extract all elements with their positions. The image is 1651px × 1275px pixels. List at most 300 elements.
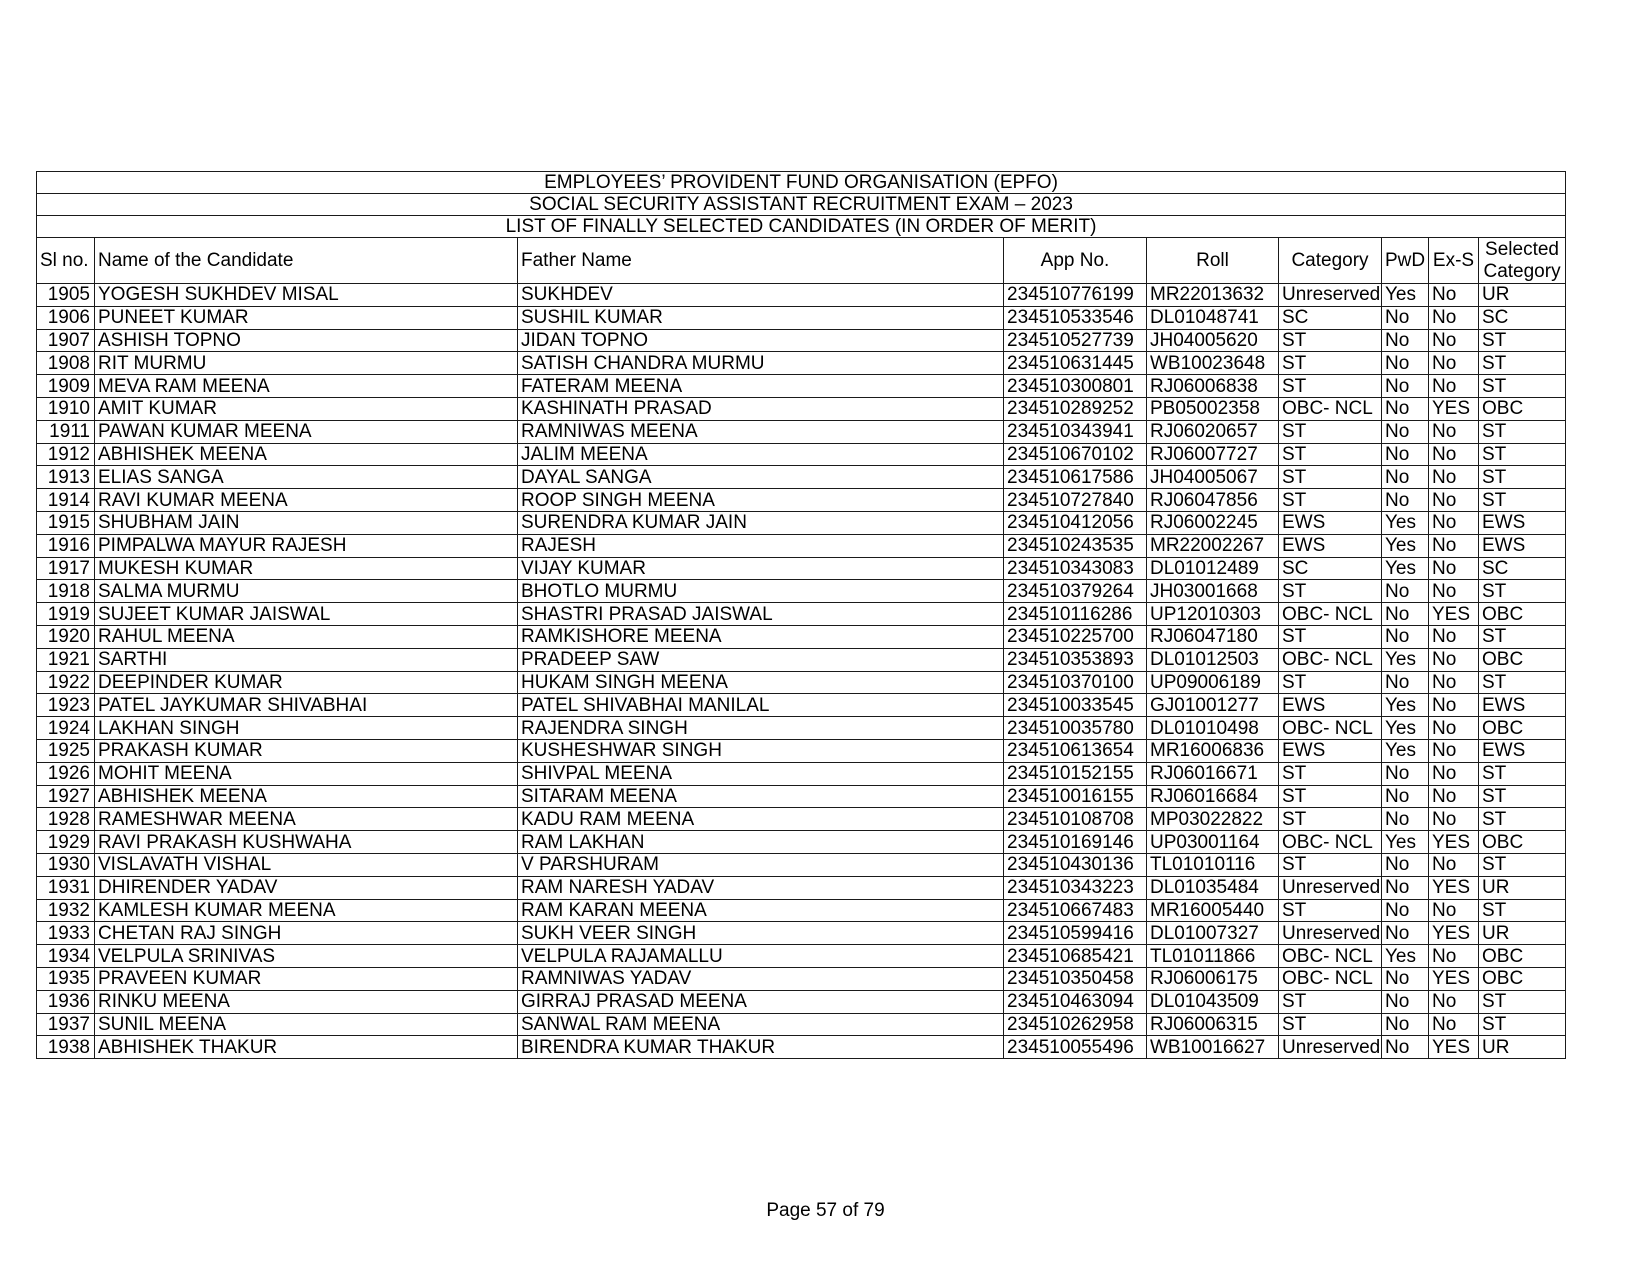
col-ex-s: Ex-S — [1429, 238, 1479, 284]
cell-ex-s: No — [1429, 557, 1479, 580]
cell-candidate-name: ASHISH TOPNO — [95, 329, 518, 352]
cell-candidate-name: VISLAVATH VISHAL — [95, 853, 518, 876]
cell-category: ST — [1279, 625, 1382, 648]
cell-sl-no: 1935 — [37, 967, 95, 990]
cell-app-no: 234510463094 — [1004, 990, 1147, 1013]
cell-candidate-name: PATEL JAYKUMAR SHIVABHAI — [95, 694, 518, 717]
cell-father-name: RAM NARESH YADAV — [518, 876, 1004, 899]
page-number: Page 57 of 79 — [766, 1200, 885, 1221]
cell-category: ST — [1279, 1013, 1382, 1036]
cell-sl-no: 1910 — [37, 397, 95, 420]
cell-pwd: No — [1382, 922, 1429, 945]
cell-roll: DL01007327 — [1147, 922, 1279, 945]
cell-category: ST — [1279, 375, 1382, 398]
cell-candidate-name: SALMA MURMU — [95, 580, 518, 603]
cell-ex-s: No — [1429, 694, 1479, 717]
table-row — [37, 739, 1566, 762]
cell-app-no: 234510353893 — [1004, 648, 1147, 671]
cell-sl-no: 1907 — [37, 329, 95, 352]
cell-father-name: FATERAM MEENA — [518, 375, 1004, 398]
cell-pwd: No — [1382, 808, 1429, 831]
cell-sl-no: 1920 — [37, 625, 95, 648]
cell-father-name: SUSHIL KUMAR — [518, 306, 1004, 329]
cell-father-name: SITARAM MEENA — [518, 785, 1004, 808]
col-app-no: App No. — [1004, 238, 1147, 284]
cell-roll: RJ06016671 — [1147, 762, 1279, 785]
cell-category: Unreserved — [1279, 922, 1382, 945]
cell-category: ST — [1279, 762, 1382, 785]
cell-candidate-name: MEVA RAM MEENA — [95, 375, 518, 398]
cell-ex-s: No — [1429, 853, 1479, 876]
cell-father-name: GIRRAJ PRASAD MEENA — [518, 990, 1004, 1013]
cell-sl-no: 1905 — [37, 284, 95, 307]
cell-roll: DL01010498 — [1147, 717, 1279, 740]
cell-sl-no: 1923 — [37, 694, 95, 717]
cell-app-no: 234510033545 — [1004, 694, 1147, 717]
cell-father-name: SANWAL RAM MEENA — [518, 1013, 1004, 1036]
cell-sl-no: 1932 — [37, 899, 95, 922]
table-row — [37, 1036, 1566, 1059]
cell-sl-no: 1937 — [37, 1013, 95, 1036]
cell-candidate-name: ABHISHEK MEENA — [95, 785, 518, 808]
cell-father-name: RAM LAKHAN — [518, 831, 1004, 854]
cell-category: ST — [1279, 420, 1382, 443]
cell-category: ST — [1279, 352, 1382, 375]
table-row — [37, 853, 1566, 876]
table-row — [37, 466, 1566, 489]
cell-sl-no: 1919 — [37, 603, 95, 626]
cell-sl-no: 1933 — [37, 922, 95, 945]
cell-category: ST — [1279, 329, 1382, 352]
cell-candidate-name: ABHISHEK MEENA — [95, 443, 518, 466]
cell-ex-s: YES — [1429, 1036, 1479, 1059]
column-header-row — [37, 238, 1566, 284]
cell-pwd: No — [1382, 580, 1429, 603]
cell-selected-category: ST — [1479, 625, 1566, 648]
col-pwd: PwD — [1382, 238, 1429, 284]
cell-category: OBC- NCL — [1279, 945, 1382, 968]
cell-selected-category: ST — [1479, 808, 1566, 831]
cell-candidate-name: RAVI KUMAR MEENA — [95, 489, 518, 512]
cell-app-no: 234510670102 — [1004, 443, 1147, 466]
cell-roll: MR16006836 — [1147, 739, 1279, 762]
cell-selected-category: ST — [1479, 329, 1566, 352]
cell-candidate-name: RAMESHWAR MEENA — [95, 808, 518, 831]
cell-ex-s: No — [1429, 375, 1479, 398]
cell-selected-category: OBC — [1479, 397, 1566, 420]
cell-father-name: HUKAM SINGH MEENA — [518, 671, 1004, 694]
cell-ex-s: YES — [1429, 831, 1479, 854]
cell-sl-no: 1927 — [37, 785, 95, 808]
cell-ex-s: No — [1429, 945, 1479, 968]
cell-father-name: RAMNIWAS YADAV — [518, 967, 1004, 990]
cell-category: EWS — [1279, 694, 1382, 717]
cell-category: Unreserved — [1279, 1036, 1382, 1059]
cell-ex-s: No — [1429, 306, 1479, 329]
cell-ex-s: No — [1429, 899, 1479, 922]
table-row — [37, 922, 1566, 945]
cell-roll: TL01010116 — [1147, 853, 1279, 876]
cell-category: ST — [1279, 808, 1382, 831]
cell-selected-category: SC — [1479, 557, 1566, 580]
cell-selected-category: ST — [1479, 443, 1566, 466]
table-row — [37, 580, 1566, 603]
cell-ex-s: YES — [1429, 922, 1479, 945]
cell-candidate-name: DHIRENDER YADAV — [95, 876, 518, 899]
cell-candidate-name: SARTHI — [95, 648, 518, 671]
cell-candidate-name: YOGESH SUKHDEV MISAL — [95, 284, 518, 307]
table-row — [37, 831, 1566, 854]
cell-candidate-name: PAWAN KUMAR MEENA — [95, 420, 518, 443]
table-row — [37, 557, 1566, 580]
cell-pwd: No — [1382, 420, 1429, 443]
cell-app-no: 234510262958 — [1004, 1013, 1147, 1036]
cell-pwd: Yes — [1382, 557, 1429, 580]
cell-roll: RJ06006838 — [1147, 375, 1279, 398]
cell-app-no: 234510776199 — [1004, 284, 1147, 307]
cell-ex-s: No — [1429, 534, 1479, 557]
cell-roll: WB10023648 — [1147, 352, 1279, 375]
cell-pwd: No — [1382, 443, 1429, 466]
cell-roll: RJ06007727 — [1147, 443, 1279, 466]
cell-ex-s: YES — [1429, 603, 1479, 626]
cell-roll: RJ06047180 — [1147, 625, 1279, 648]
cell-category: OBC- NCL — [1279, 831, 1382, 854]
table-row — [37, 671, 1566, 694]
cell-pwd: No — [1382, 967, 1429, 990]
cell-roll: DL01012503 — [1147, 648, 1279, 671]
cell-app-no: 234510370100 — [1004, 671, 1147, 694]
col-selected-line2: Category — [1483, 260, 1561, 282]
cell-pwd: No — [1382, 352, 1429, 375]
cell-app-no: 234510116286 — [1004, 603, 1147, 626]
cell-father-name: KADU RAM MEENA — [518, 808, 1004, 831]
cell-roll: DL01048741 — [1147, 306, 1279, 329]
table-row — [37, 603, 1566, 626]
cell-candidate-name: LAKHAN SINGH — [95, 717, 518, 740]
cell-candidate-name: KAMLESH KUMAR MEENA — [95, 899, 518, 922]
cell-category: OBC- NCL — [1279, 717, 1382, 740]
cell-father-name: RAMNIWAS MEENA — [518, 420, 1004, 443]
cell-app-no: 234510300801 — [1004, 375, 1147, 398]
cell-selected-category: ST — [1479, 899, 1566, 922]
cell-app-no: 234510243535 — [1004, 534, 1147, 557]
cell-ex-s: No — [1429, 717, 1479, 740]
col-category: Category — [1279, 238, 1382, 284]
cell-sl-no: 1924 — [37, 717, 95, 740]
cell-candidate-name: ABHISHEK THAKUR — [95, 1036, 518, 1059]
cell-ex-s: No — [1429, 625, 1479, 648]
cell-roll: PB05002358 — [1147, 397, 1279, 420]
cell-selected-category: EWS — [1479, 694, 1566, 717]
cell-app-no: 234510152155 — [1004, 762, 1147, 785]
cell-sl-no: 1915 — [37, 511, 95, 534]
cell-sl-no: 1913 — [37, 466, 95, 489]
cell-category: ST — [1279, 443, 1382, 466]
cell-sl-no: 1921 — [37, 648, 95, 671]
table-row — [37, 306, 1566, 329]
cell-pwd: No — [1382, 397, 1429, 420]
cell-ex-s: No — [1429, 443, 1479, 466]
cell-father-name: SUKH VEER SINGH — [518, 922, 1004, 945]
table-row — [37, 808, 1566, 831]
cell-app-no: 234510343941 — [1004, 420, 1147, 443]
table-row — [37, 511, 1566, 534]
cell-category: EWS — [1279, 534, 1382, 557]
cell-roll: MP03022822 — [1147, 808, 1279, 831]
cell-candidate-name: MUKESH KUMAR — [95, 557, 518, 580]
cell-category: OBC- NCL — [1279, 648, 1382, 671]
cell-roll: UP09006189 — [1147, 671, 1279, 694]
cell-selected-category: SC — [1479, 306, 1566, 329]
cell-roll: DL01012489 — [1147, 557, 1279, 580]
cell-roll: MR16005440 — [1147, 899, 1279, 922]
cell-ex-s: No — [1429, 352, 1479, 375]
cell-selected-category: ST — [1479, 420, 1566, 443]
col-sl-no: Sl no. — [37, 238, 95, 284]
cell-father-name: RAMKISHORE MEENA — [518, 625, 1004, 648]
cell-selected-category: ST — [1479, 1013, 1566, 1036]
table-row — [37, 785, 1566, 808]
cell-selected-category: EWS — [1479, 739, 1566, 762]
cell-ex-s: No — [1429, 466, 1479, 489]
cell-ex-s: No — [1429, 762, 1479, 785]
cell-app-no: 234510225700 — [1004, 625, 1147, 648]
cell-father-name: SURENDRA KUMAR JAIN — [518, 511, 1004, 534]
cell-father-name: RAM KARAN MEENA — [518, 899, 1004, 922]
cell-ex-s: No — [1429, 739, 1479, 762]
cell-app-no: 234510343083 — [1004, 557, 1147, 580]
cell-roll: DL01035484 — [1147, 876, 1279, 899]
cell-pwd: No — [1382, 466, 1429, 489]
cell-sl-no: 1911 — [37, 420, 95, 443]
table-row — [37, 990, 1566, 1013]
cell-app-no: 234510685421 — [1004, 945, 1147, 968]
table-row — [37, 1013, 1566, 1036]
cell-selected-category: UR — [1479, 284, 1566, 307]
cell-selected-category: OBC — [1479, 945, 1566, 968]
cell-ex-s: No — [1429, 329, 1479, 352]
cell-pwd: Yes — [1382, 284, 1429, 307]
cell-father-name: SHASTRI PRASAD JAISWAL — [518, 603, 1004, 626]
cell-sl-no: 1917 — [37, 557, 95, 580]
col-candidate-name: Name of the Candidate — [95, 238, 518, 284]
cell-app-no: 234510343223 — [1004, 876, 1147, 899]
cell-category: SC — [1279, 306, 1382, 329]
cell-sl-no: 1916 — [37, 534, 95, 557]
cell-pwd: No — [1382, 306, 1429, 329]
cell-selected-category: ST — [1479, 352, 1566, 375]
cell-roll: UP12010303 — [1147, 603, 1279, 626]
cell-ex-s: No — [1429, 785, 1479, 808]
cell-father-name: RAJENDRA SINGH — [518, 717, 1004, 740]
cell-roll: RJ06006315 — [1147, 1013, 1279, 1036]
cell-pwd: No — [1382, 329, 1429, 352]
cell-roll: RJ06020657 — [1147, 420, 1279, 443]
cell-selected-category: OBC — [1479, 648, 1566, 671]
table-row — [37, 876, 1566, 899]
cell-candidate-name: SHUBHAM JAIN — [95, 511, 518, 534]
cell-category: OBC- NCL — [1279, 603, 1382, 626]
cell-roll: GJ01001277 — [1147, 694, 1279, 717]
cell-roll: RJ06002245 — [1147, 511, 1279, 534]
cell-ex-s: No — [1429, 284, 1479, 307]
cell-selected-category: OBC — [1479, 831, 1566, 854]
cell-ex-s: No — [1429, 671, 1479, 694]
cell-category: SC — [1279, 557, 1382, 580]
cell-father-name: ROOP SINGH MEENA — [518, 489, 1004, 512]
cell-pwd: Yes — [1382, 717, 1429, 740]
cell-pwd: No — [1382, 853, 1429, 876]
cell-father-name: KASHINATH PRASAD — [518, 397, 1004, 420]
cell-sl-no: 1909 — [37, 375, 95, 398]
cell-sl-no: 1926 — [37, 762, 95, 785]
cell-app-no: 234510430136 — [1004, 853, 1147, 876]
cell-pwd: Yes — [1382, 511, 1429, 534]
cell-roll: RJ06016684 — [1147, 785, 1279, 808]
cell-father-name: BIRENDRA KUMAR THAKUR — [518, 1036, 1004, 1059]
table-row — [37, 945, 1566, 968]
cell-category: ST — [1279, 489, 1382, 512]
cell-selected-category: ST — [1479, 785, 1566, 808]
cell-app-no: 234510599416 — [1004, 922, 1147, 945]
cell-father-name: JALIM MEENA — [518, 443, 1004, 466]
cell-category: OBC- NCL — [1279, 967, 1382, 990]
cell-category: Unreserved — [1279, 284, 1382, 307]
cell-ex-s: YES — [1429, 397, 1479, 420]
cell-father-name: VIJAY KUMAR — [518, 557, 1004, 580]
table-row — [37, 420, 1566, 443]
cell-sl-no: 1938 — [37, 1036, 95, 1059]
selection-list-sheet — [36, 171, 1565, 1059]
cell-pwd: No — [1382, 785, 1429, 808]
cell-father-name: RAJESH — [518, 534, 1004, 557]
cell-father-name: SHIVPAL MEENA — [518, 762, 1004, 785]
cell-candidate-name: SUJEET KUMAR JAISWAL — [95, 603, 518, 626]
cell-pwd: Yes — [1382, 694, 1429, 717]
cell-selected-category: UR — [1479, 922, 1566, 945]
cell-selected-category: ST — [1479, 375, 1566, 398]
table-row — [37, 717, 1566, 740]
col-father-name: Father Name — [518, 238, 1004, 284]
cell-candidate-name: RIT MURMU — [95, 352, 518, 375]
cell-sl-no: 1931 — [37, 876, 95, 899]
cell-category: EWS — [1279, 511, 1382, 534]
table-row — [37, 489, 1566, 512]
cell-selected-category: UR — [1479, 876, 1566, 899]
cell-sl-no: 1922 — [37, 671, 95, 694]
cell-pwd: Yes — [1382, 534, 1429, 557]
cell-candidate-name: PRAKASH KUMAR — [95, 739, 518, 762]
cell-app-no: 234510617586 — [1004, 466, 1147, 489]
cell-roll: UP03001164 — [1147, 831, 1279, 854]
cell-pwd: No — [1382, 762, 1429, 785]
cell-ex-s: No — [1429, 511, 1479, 534]
cell-app-no: 234510169146 — [1004, 831, 1147, 854]
cell-selected-category: OBC — [1479, 717, 1566, 740]
cell-selected-category: ST — [1479, 466, 1566, 489]
cell-app-no: 234510289252 — [1004, 397, 1147, 420]
cell-candidate-name: CHETAN RAJ SINGH — [95, 922, 518, 945]
cell-category: ST — [1279, 671, 1382, 694]
cell-category: ST — [1279, 466, 1382, 489]
cell-roll: WB10016627 — [1147, 1036, 1279, 1059]
cell-candidate-name: PRAVEEN KUMAR — [95, 967, 518, 990]
cell-sl-no: 1929 — [37, 831, 95, 854]
cell-father-name: VELPULA RAJAMALLU — [518, 945, 1004, 968]
cell-category: ST — [1279, 785, 1382, 808]
cell-sl-no: 1936 — [37, 990, 95, 1013]
cell-category: Unreserved — [1279, 876, 1382, 899]
table-row — [37, 694, 1566, 717]
cell-roll: JH04005067 — [1147, 466, 1279, 489]
cell-pwd: No — [1382, 603, 1429, 626]
cell-selected-category: EWS — [1479, 511, 1566, 534]
table-row — [37, 397, 1566, 420]
cell-pwd: No — [1382, 899, 1429, 922]
cell-ex-s: YES — [1429, 876, 1479, 899]
cell-pwd: No — [1382, 625, 1429, 648]
cell-roll: RJ06006175 — [1147, 967, 1279, 990]
cell-roll: MR22013632 — [1147, 284, 1279, 307]
cell-pwd: No — [1382, 375, 1429, 398]
cell-sl-no: 1925 — [37, 739, 95, 762]
cell-father-name: BHOTLO MURMU — [518, 580, 1004, 603]
cell-roll: DL01043509 — [1147, 990, 1279, 1013]
cell-father-name: SUKHDEV — [518, 284, 1004, 307]
cell-category: ST — [1279, 853, 1382, 876]
table-row — [37, 443, 1566, 466]
cell-father-name: PRADEEP SAW — [518, 648, 1004, 671]
cell-pwd: No — [1382, 990, 1429, 1013]
table-row — [37, 967, 1566, 990]
cell-ex-s: YES — [1429, 967, 1479, 990]
cell-pwd: Yes — [1382, 945, 1429, 968]
cell-candidate-name: ELIAS SANGA — [95, 466, 518, 489]
cell-father-name: SATISH CHANDRA MURMU — [518, 352, 1004, 375]
cell-app-no: 234510527739 — [1004, 329, 1147, 352]
cell-candidate-name: MOHIT MEENA — [95, 762, 518, 785]
cell-sl-no: 1928 — [37, 808, 95, 831]
cell-app-no: 234510055496 — [1004, 1036, 1147, 1059]
cell-candidate-name: PUNEET KUMAR — [95, 306, 518, 329]
cell-sl-no: 1912 — [37, 443, 95, 466]
cell-father-name: PATEL SHIVABHAI MANILAL — [518, 694, 1004, 717]
cell-category: ST — [1279, 580, 1382, 603]
cell-selected-category: ST — [1479, 671, 1566, 694]
cell-pwd: No — [1382, 671, 1429, 694]
cell-selected-category: ST — [1479, 580, 1566, 603]
cell-candidate-name: PIMPALWA MAYUR RAJESH — [95, 534, 518, 557]
col-roll: Roll — [1147, 238, 1279, 284]
cell-category: ST — [1279, 899, 1382, 922]
col-selected-category — [1479, 238, 1566, 284]
cell-sl-no: 1908 — [37, 352, 95, 375]
cell-roll: RJ06047856 — [1147, 489, 1279, 512]
cell-sl-no: 1934 — [37, 945, 95, 968]
table-row — [37, 284, 1566, 307]
cell-father-name: KUSHESHWAR SINGH — [518, 739, 1004, 762]
cell-candidate-name: SUNIL MEENA — [95, 1013, 518, 1036]
exam-title: SOCIAL SECURITY ASSISTANT RECRUITMENT EXAM – 2023 — [37, 194, 1566, 216]
cell-ex-s: No — [1429, 420, 1479, 443]
cell-pwd: Yes — [1382, 739, 1429, 762]
cell-candidate-name: DEEPINDER KUMAR — [95, 671, 518, 694]
table-row — [37, 762, 1566, 785]
cell-app-no: 234510631445 — [1004, 352, 1147, 375]
table-row — [37, 534, 1566, 557]
cell-sl-no: 1914 — [37, 489, 95, 512]
